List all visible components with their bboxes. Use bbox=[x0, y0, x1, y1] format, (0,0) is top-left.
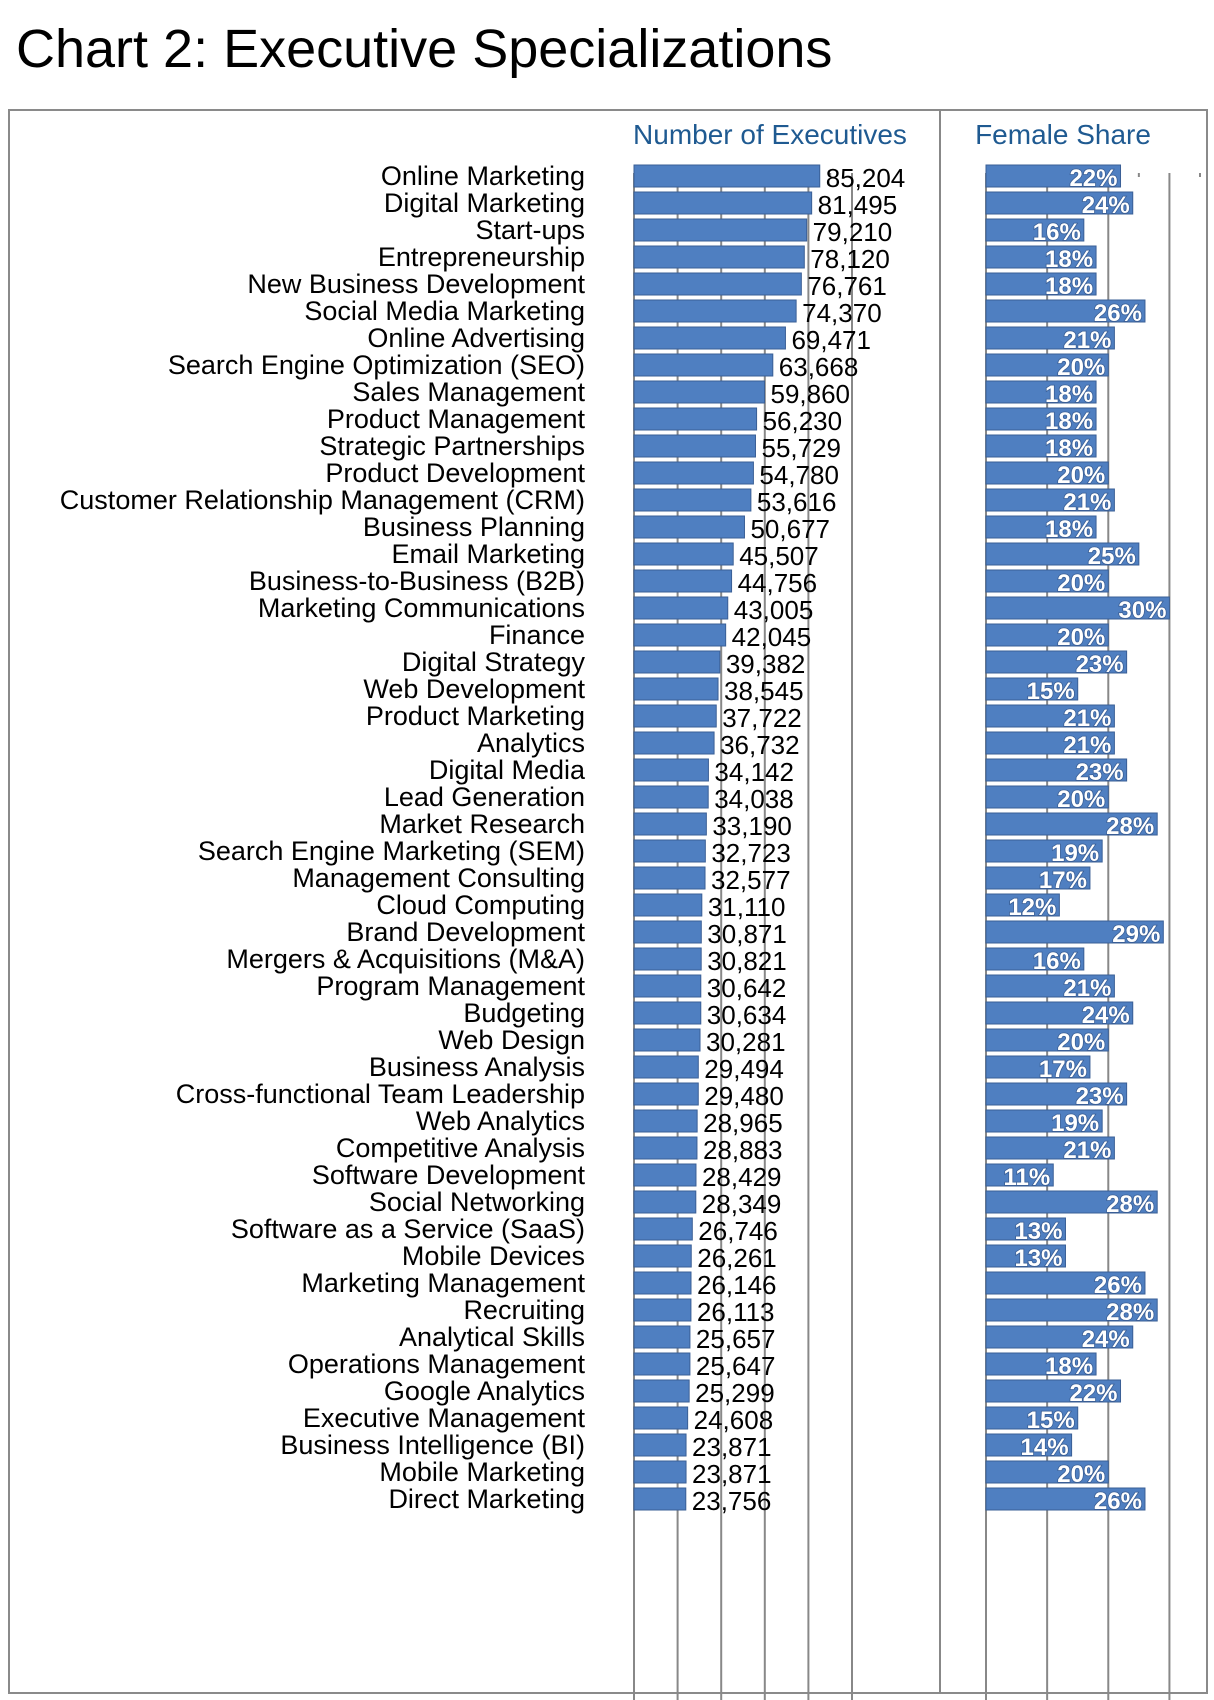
female-share-value-label: 15% bbox=[1026, 1407, 1075, 1434]
category-label: Finance bbox=[488, 620, 585, 650]
female-share-value-label: 23% bbox=[1075, 1083, 1124, 1110]
executives-bar bbox=[634, 1191, 696, 1213]
executives-value-label: 34,142 bbox=[714, 757, 794, 787]
category-label: Search Engine Marketing (SEM) bbox=[197, 836, 585, 866]
executives-bar bbox=[634, 1083, 698, 1105]
executives-value-label: 30,634 bbox=[706, 1000, 787, 1030]
executives-value-label: 24,608 bbox=[693, 1405, 774, 1435]
category-label: Analytical Skills bbox=[398, 1322, 585, 1352]
category-label: Software Development bbox=[311, 1160, 585, 1190]
category-label: Executive Management bbox=[302, 1403, 585, 1433]
executives-value-label: 69,471 bbox=[791, 325, 871, 355]
executives-value-label: 30,871 bbox=[707, 919, 787, 949]
female-share-value-label: 26% bbox=[1093, 1272, 1142, 1299]
female-share-value-label: 28% bbox=[1106, 1299, 1155, 1326]
category-label: Online Advertising bbox=[367, 323, 585, 353]
female-share-value-label: 20% bbox=[1057, 570, 1106, 597]
female-share-value-label: 24% bbox=[1081, 1002, 1130, 1029]
category-label: Social Networking bbox=[368, 1187, 585, 1217]
executives-value-label: 42,045 bbox=[731, 622, 812, 652]
executives-bar bbox=[634, 1434, 686, 1456]
category-label: Lead Generation bbox=[383, 782, 585, 812]
executives-bar bbox=[634, 921, 701, 943]
category-label: Program Management bbox=[316, 971, 585, 1001]
executives-value-label: 74,370 bbox=[802, 298, 882, 328]
female-share-value-label: 20% bbox=[1057, 624, 1106, 651]
category-label: Start-ups bbox=[475, 215, 585, 245]
executives-bar bbox=[634, 246, 804, 268]
executives-bar bbox=[634, 1407, 688, 1429]
executives-value-label: 30,642 bbox=[706, 973, 787, 1003]
category-label: Operations Management bbox=[287, 1349, 585, 1379]
executives-value-label: 63,668 bbox=[778, 352, 859, 382]
executives-value-label: 28,883 bbox=[702, 1135, 783, 1165]
executives-bar bbox=[634, 219, 807, 241]
female-share-value-label: 23% bbox=[1075, 759, 1124, 786]
executives-bar bbox=[634, 1245, 691, 1267]
executives-bar bbox=[634, 165, 820, 187]
executives-bar bbox=[634, 1218, 692, 1240]
executives-value-label: 36,732 bbox=[720, 730, 800, 760]
female-share-value-label: 30% bbox=[1118, 597, 1167, 624]
executives-value-label: 79,210 bbox=[812, 217, 893, 247]
executives-bar bbox=[634, 1272, 691, 1294]
female-share-value-label: 25% bbox=[1087, 543, 1136, 570]
executives-value-label: 76,761 bbox=[807, 271, 887, 301]
female-share-value-label: 22% bbox=[1069, 1380, 1118, 1407]
category-label: Competitive Analysis bbox=[335, 1133, 585, 1163]
female-share-value-label: 13% bbox=[1014, 1218, 1063, 1245]
female-share-value-label: 20% bbox=[1057, 1029, 1106, 1056]
executives-bar bbox=[634, 651, 720, 673]
female-share-value-label: 15% bbox=[1026, 678, 1075, 705]
female-share-value-label: 29% bbox=[1112, 921, 1161, 948]
category-label: Analytics bbox=[476, 728, 585, 758]
executives-bar bbox=[634, 1461, 686, 1483]
category-label: Software as a Service (SaaS) bbox=[230, 1214, 585, 1244]
category-label: Recruiting bbox=[463, 1295, 585, 1325]
female-share-value-label: 14% bbox=[1020, 1434, 1069, 1461]
executives-value-label: 28,349 bbox=[701, 1189, 782, 1219]
category-label: Marketing Communications bbox=[257, 593, 585, 623]
executives-bar bbox=[634, 1110, 697, 1132]
category-label: Social Media Marketing bbox=[304, 296, 585, 326]
executives-bar bbox=[634, 813, 706, 835]
executives-bar bbox=[634, 705, 716, 727]
executives-value-label: 56,230 bbox=[762, 406, 843, 436]
executives-value-label: 25,647 bbox=[695, 1351, 776, 1381]
executives-bar bbox=[634, 1056, 698, 1078]
female-share-value-label: 18% bbox=[1045, 246, 1094, 273]
executives-bar bbox=[634, 1353, 690, 1375]
executives-value-label: 26,146 bbox=[696, 1270, 777, 1300]
female-share-value-label: 26% bbox=[1093, 1488, 1142, 1515]
executives-value-label: 30,281 bbox=[706, 1027, 786, 1057]
executives-value-label: 23,756 bbox=[691, 1486, 772, 1516]
executives-bar bbox=[634, 1137, 697, 1159]
executives-bar bbox=[634, 1488, 686, 1510]
female-share-value-label: 22% bbox=[1069, 165, 1118, 192]
category-label: Digital Marketing bbox=[383, 188, 585, 218]
executives-value-label: 31,110 bbox=[707, 892, 786, 922]
category-label: Search Engine Optimization (SEO) bbox=[167, 350, 585, 380]
executives-bar bbox=[634, 975, 701, 997]
executives-bar bbox=[634, 192, 812, 214]
executives-bar bbox=[634, 408, 757, 430]
female-share-value-label: 21% bbox=[1063, 1137, 1112, 1164]
executives-value-label: 50,677 bbox=[750, 514, 831, 544]
executives-value-label: 38,545 bbox=[724, 676, 804, 706]
executives-bar bbox=[634, 597, 728, 619]
executives-bar bbox=[634, 840, 705, 862]
female-share-value-label: 18% bbox=[1045, 516, 1094, 543]
executives-value-label: 34,038 bbox=[714, 784, 794, 814]
executives-bar bbox=[634, 1029, 700, 1051]
executives-bar bbox=[634, 516, 744, 538]
female-share-value-label: 20% bbox=[1057, 786, 1106, 813]
female-share-value-label: 18% bbox=[1045, 381, 1094, 408]
female-share-value-label: 26% bbox=[1093, 300, 1142, 327]
executives-panel-title: Number of Executives bbox=[633, 119, 907, 150]
category-label: Digital Strategy bbox=[401, 647, 585, 677]
executives-bar bbox=[634, 759, 708, 781]
category-label: Mobile Devices bbox=[401, 1241, 585, 1271]
female-share-value-label: 12% bbox=[1008, 894, 1057, 921]
executives-bar bbox=[634, 1380, 689, 1402]
category-label: Google Analytics bbox=[383, 1376, 585, 1406]
category-label: Business-to-Business (B2B) bbox=[248, 566, 585, 596]
executives-bar bbox=[634, 1164, 696, 1186]
executives-value-label: 55,729 bbox=[761, 433, 842, 463]
category-label: Business Planning bbox=[362, 512, 585, 542]
category-label: Product Marketing bbox=[365, 701, 585, 731]
executives-value-label: 54,780 bbox=[759, 460, 839, 490]
category-label: Strategic Partnerships bbox=[319, 431, 585, 461]
category-label: Mobile Marketing bbox=[379, 1457, 585, 1487]
female-share-value-label: 21% bbox=[1063, 975, 1112, 1002]
category-label: Product Development bbox=[325, 458, 585, 488]
category-label: Business Analysis bbox=[368, 1052, 585, 1082]
category-label: Web Development bbox=[363, 674, 585, 704]
executives-value-label: 25,657 bbox=[695, 1324, 776, 1354]
executives-bar bbox=[634, 732, 714, 754]
female-share-value-label: 16% bbox=[1032, 948, 1081, 975]
female-share-value-label: 20% bbox=[1057, 354, 1106, 381]
executives-bar bbox=[634, 543, 733, 565]
executives-value-label: 37,722 bbox=[722, 703, 802, 733]
female-share-value-label: 20% bbox=[1057, 462, 1106, 489]
category-label: Market Research bbox=[379, 809, 585, 839]
executives-bar bbox=[634, 354, 773, 376]
executives-bar bbox=[634, 489, 751, 511]
executives-bar bbox=[634, 1326, 690, 1348]
female-share-value-label: 19% bbox=[1051, 840, 1100, 867]
executives-value-label: 45,507 bbox=[739, 541, 819, 571]
female-share-value-label: 21% bbox=[1063, 489, 1112, 516]
executives-value-label: 33,190 bbox=[712, 811, 792, 841]
executives-bar bbox=[634, 1299, 691, 1321]
female-share-value-label: 11% bbox=[1003, 1164, 1051, 1191]
executives-value-label: 59,860 bbox=[770, 379, 851, 409]
executives-value-label: 43,005 bbox=[733, 595, 814, 625]
executives-value-label: 53,616 bbox=[756, 487, 837, 517]
female-share-value-label: 23% bbox=[1075, 651, 1124, 678]
category-label: Budgeting bbox=[463, 998, 585, 1028]
female-share-value-label: 18% bbox=[1045, 408, 1094, 435]
female-share-value-label: 28% bbox=[1106, 813, 1155, 840]
executives-value-label: 78,120 bbox=[810, 244, 890, 274]
category-label: Business Intelligence (BI) bbox=[280, 1430, 585, 1460]
executives-bar bbox=[634, 678, 718, 700]
executives-value-label: 44,756 bbox=[737, 568, 818, 598]
category-label: Product Management bbox=[326, 404, 585, 434]
category-label: Customer Relationship Management (CRM) bbox=[59, 485, 585, 515]
category-label: Direct Marketing bbox=[388, 1484, 585, 1514]
executives-value-label: 28,429 bbox=[701, 1162, 782, 1192]
executives-bar bbox=[634, 327, 785, 349]
executives-value-label: 26,261 bbox=[697, 1243, 777, 1273]
category-label: Mergers & Acquisitions (M&A) bbox=[226, 944, 585, 974]
female-share-value-label: 21% bbox=[1063, 705, 1112, 732]
executives-value-label: 39,382 bbox=[725, 649, 806, 679]
executives-value-label: 32,723 bbox=[711, 838, 791, 868]
female-share-value-label: 18% bbox=[1045, 435, 1094, 462]
category-label: Digital Media bbox=[428, 755, 585, 785]
female-share-value-label: 24% bbox=[1081, 1326, 1130, 1353]
category-label: Web Analytics bbox=[415, 1106, 585, 1136]
female-share-value-label: 13% bbox=[1014, 1245, 1063, 1272]
female-share-value-label: 20% bbox=[1057, 1461, 1106, 1488]
female-share-value-label: 21% bbox=[1063, 327, 1112, 354]
female-share-value-label: 28% bbox=[1106, 1191, 1155, 1218]
category-label: Online Marketing bbox=[380, 161, 585, 191]
executives-bar bbox=[634, 570, 732, 592]
female-share-value-label: 21% bbox=[1063, 732, 1112, 759]
category-label: Cloud Computing bbox=[376, 890, 585, 920]
executives-value-label: 32,577 bbox=[711, 865, 791, 895]
executives-bar bbox=[634, 462, 753, 484]
female-share-value-label: 19% bbox=[1051, 1110, 1100, 1137]
executives-bar bbox=[634, 435, 755, 457]
executives-value-label: 85,204 bbox=[825, 163, 906, 193]
category-label: Sales Management bbox=[352, 377, 585, 407]
female-share-panel-title: Female Share bbox=[975, 119, 1151, 150]
executives-value-label: 26,113 bbox=[696, 1297, 775, 1327]
female-share-value-label: 18% bbox=[1045, 1353, 1094, 1380]
executives-bar bbox=[634, 867, 705, 889]
executives-bar bbox=[634, 624, 726, 646]
category-label: Brand Development bbox=[346, 917, 585, 947]
executives-value-label: 25,299 bbox=[695, 1378, 775, 1408]
female-share-value-label: 18% bbox=[1045, 273, 1094, 300]
category-label: Marketing Management bbox=[301, 1268, 585, 1298]
executives-value-label: 81,495 bbox=[817, 190, 898, 220]
female-share-value-label: 16% bbox=[1032, 219, 1081, 246]
category-label: Entrepreneurship bbox=[377, 242, 585, 272]
executives-bar bbox=[634, 894, 702, 916]
executives-value-label: 29,494 bbox=[704, 1054, 784, 1084]
executives-value-label: 30,821 bbox=[707, 946, 787, 976]
executives-value-label: 23,871 bbox=[692, 1432, 772, 1462]
female-share-value-label: 17% bbox=[1038, 867, 1087, 894]
executives-bar bbox=[634, 381, 764, 403]
category-label: Web Design bbox=[438, 1025, 585, 1055]
executives-bar bbox=[634, 948, 701, 970]
category-label: Email Marketing bbox=[391, 539, 585, 569]
executives-value-label: 26,746 bbox=[698, 1216, 778, 1246]
female-share-value-label: 24% bbox=[1081, 192, 1130, 219]
executives-bar bbox=[634, 300, 796, 322]
executives-value-label: 23,871 bbox=[692, 1459, 772, 1489]
category-label: Management Consulting bbox=[292, 863, 585, 893]
chart-title: Chart 2: Executive Specializations bbox=[16, 19, 833, 79]
executives-bar bbox=[634, 786, 708, 808]
category-label: New Business Development bbox=[247, 269, 585, 299]
executives-value-label: 28,965 bbox=[703, 1108, 783, 1138]
female-share-value-label: 17% bbox=[1038, 1056, 1087, 1083]
category-label: Cross-functional Team Leadership bbox=[175, 1079, 585, 1109]
executives-bar bbox=[634, 1002, 701, 1024]
executives-bar bbox=[634, 273, 801, 295]
executives-value-label: 29,480 bbox=[704, 1081, 784, 1111]
